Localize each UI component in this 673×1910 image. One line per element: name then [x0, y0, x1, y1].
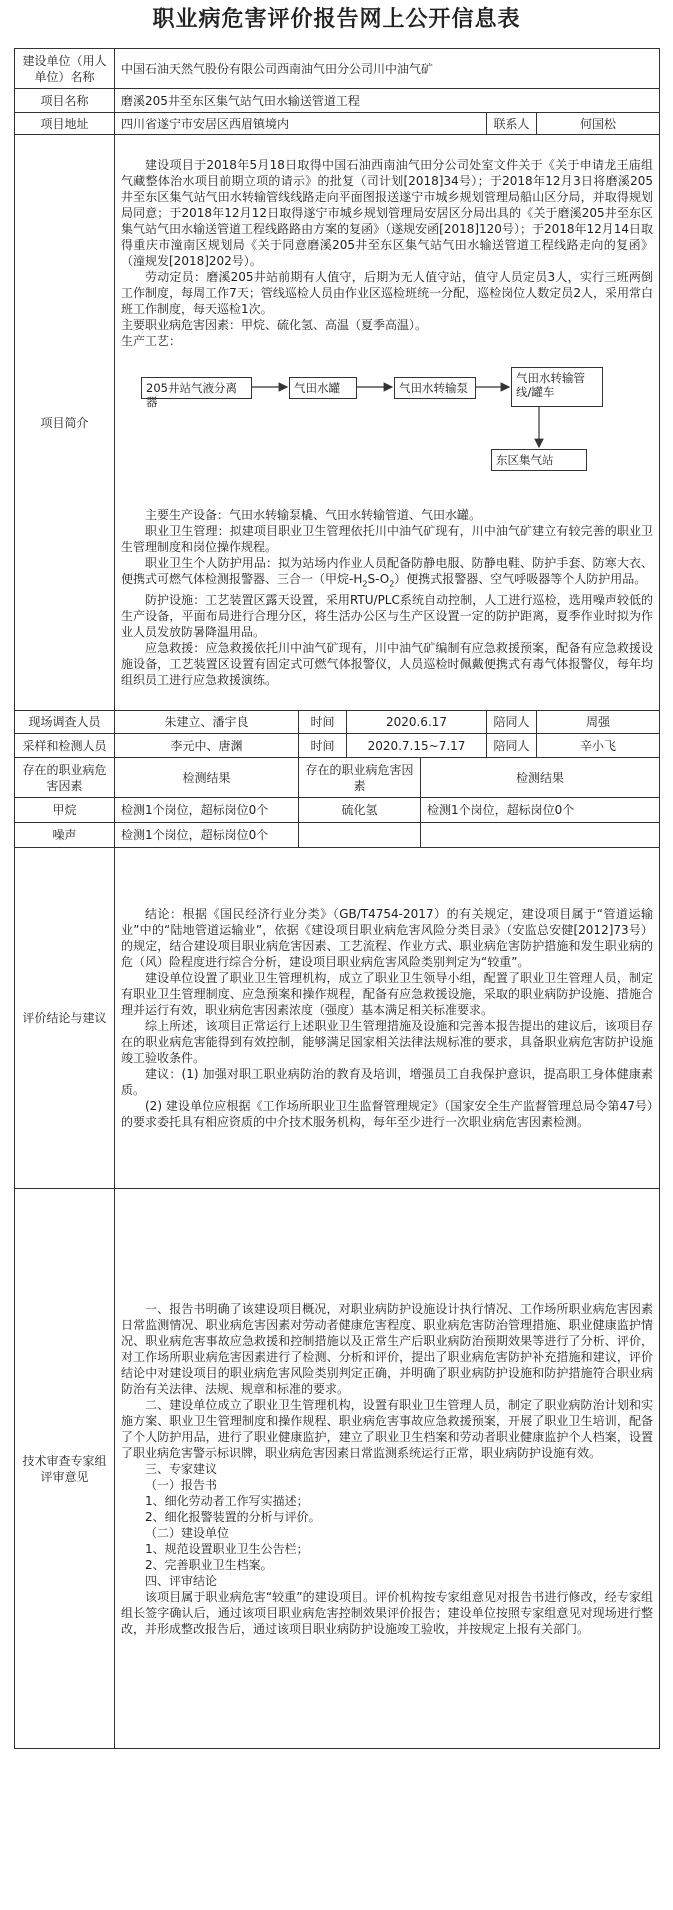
expert-conclusion: 该项目属于职业病危害“较重”的建设项目。评价机构按专家组意见对报告书进行修改，经专家组组长签字确认后，通过该项目职业病危害控制效果评价报告；建设单位按照专家组意见对现场进行整改，并形成整改报告后，通过该项目职业病防护设施竣工验收，并按规定上报有关部门。	[121, 1589, 654, 1636]
expert-opinion-1: 一、报告书明确了该建设项目概况，对职业病防护设施设计执行情况、工作场所职业病危害因素日常监测情况、职业病危害因素对劳动者健康危害程度、职业病危害防治管理措施、职业健康监护情况、职业病危害事故应急救援和控制措施以及正常生产后职业病防治预期效果等进行了分析、评价，对工作场所职业病危害因素进行了检测、分析和评价，提出了职业病危害防护补充措施和建议，评价结论中对建设项目的职业病危害风险类别判定正确，并明确了职业病防护设施和防护措施符合职业病防治有关法律、法规、规章和标准的要求。	[121, 1301, 654, 1396]
flow-box-separator: 205井站气液分离器	[141, 377, 252, 399]
unit-value: 中国石油天然气股份有限公司西南油气田分公司川中油气矿	[115, 49, 660, 89]
expert-content	[115, 1189, 660, 1749]
flow-box-water-tank: 气田水罐	[289, 377, 357, 399]
hazard-result: 检测1个岗位，超标岗位0个	[115, 823, 299, 848]
evaluation-suggestion-2: (2) 建设单位应根据《工作场所职业卫生监督管理规定》（国家安全生产监督管理总局令第47号）的要求委托具有相应资质的中介技术服务机构，每年至少进行一次职业病危害因素检测。	[121, 1099, 654, 1129]
sampling-acc-label: 陪同人	[487, 734, 537, 758]
unit-label: 建设单位（用人单位）名称	[15, 49, 115, 89]
survey-row	[15, 711, 660, 734]
expert-suggestions-heading: 三、专家建议	[145, 1461, 218, 1476]
sampling-label: 采样和检测人员	[15, 734, 115, 758]
evaluation-summary: 综上所述，该项目正常运行上述职业卫生管理措施及设施和完善本报告提出的建议后，该项目存在的职业病危害能得到有效控制，能够满足国家相关法律法规标准的要求，具备职业病危害防护设施竣工验收条件。	[121, 1019, 654, 1065]
sampling-acc: 辛小飞	[537, 734, 660, 758]
evaluation-conclusion: 结论：根据《国民经济行业分类》（GB/T4754-2017）的有关规定，建设项目属于“管道运输业”中的“陆地管道运输业”，依据《建设项目职业病危害风险分类目录》（安监总安健[2012]73号）的规定，结合建设项目职业病危害因素、工艺流程、作业方式、职业病危害防护措施和发生职业病的危（风）险程度进行综合分析，建设项目职业病危害风险类别判定为“较重”。	[121, 907, 654, 969]
evaluation-suggestion-1: 建议：(1) 加强对职工职业病防治的教育及培训，增强员工自我保护意识，提高职工身体健康素质。	[121, 1067, 654, 1097]
hazard-result-header-2: 检测结果	[421, 758, 660, 798]
project-row	[15, 89, 660, 113]
expert-conclusion-heading: 四、评审结论	[145, 1573, 218, 1588]
contact-value: 何国松	[537, 113, 660, 135]
intro-label: 项目简介	[15, 135, 115, 711]
hazard-factor: 硫化氢	[299, 798, 421, 823]
flow-box-pipeline: 气田水转输管线/罐车	[511, 367, 603, 407]
evaluation-label: 评价结论与建议	[15, 848, 115, 1189]
survey-persons: 朱建立、潘宇良	[115, 711, 299, 734]
address-label: 项目地址	[15, 113, 115, 135]
page-title: 职业病危害评价报告网上公开信息表	[152, 7, 521, 32]
expert-report-heading: （一）报告书	[145, 1477, 218, 1492]
expert-row	[15, 1189, 660, 1749]
expert-item: 2、完善职业卫生档案。	[145, 1557, 273, 1572]
intro-row	[15, 135, 660, 711]
intro-hazards: 主要职业病危害因素：甲烷、硫化氢、高温（夏季高温）。	[121, 317, 428, 332]
survey-acc: 周强	[537, 711, 660, 734]
project-value: 磨溪205井至东区集气站气田水输送管道工程	[115, 89, 660, 113]
hazard-factor: 甲烷	[15, 798, 115, 823]
hazard-result: 检测1个岗位，超标岗位0个	[421, 798, 660, 823]
survey-time-label: 时间	[299, 711, 347, 734]
expert-opinion-2: 二、建设单位成立了职业卫生管理机构，设置有职业卫生管理人员，制定了职业病防治计划和实施方案、职业卫生管理制度和操作规程、职业病危害事故应急救援预案，开展了职业卫生培训，配备了个人防护用品，进行了职业健康监护，建立了职业卫生档案和劳动者职业健康监护个人档案，设置了职业病危害警示标识牌，职业病危害因素日常监测系统运行正常，职业病防护设施有效。	[121, 1397, 654, 1460]
hazard-result	[421, 823, 660, 848]
hazard-factor-header: 存在的职业病危害因素	[15, 758, 115, 798]
hazard-row	[15, 798, 660, 823]
expert-label: 技术审查专家组评审意见	[15, 1189, 115, 1749]
expert-item: 2、细化报警装置的分析与评价。	[145, 1509, 321, 1524]
sampling-time: 2020.7.15~7.17	[347, 734, 487, 758]
evaluation-management: 建设单位设置了职业卫生管理机构，成立了职业卫生领导小组，配置了职业卫生管理人员，制定有职业卫生管理制度、应急预案和操作规程，配备有应急救援设施，采取的职业病防护设施、措施合理并运行有效，职业病危害因素浓度（强度）基本满足相关标准要求。	[121, 971, 654, 1017]
info-table	[14, 48, 660, 1749]
intro-equipment: 主要生产设备：气田水转输泵橇、气田水转输管道、气田水罐。	[145, 507, 482, 522]
expert-item: 1、规范设置职业卫生公告栏；	[145, 1541, 309, 1556]
process-flow-diagram	[129, 357, 653, 499]
intro-staffing: 劳动定员：磨溪205井站前期有人值守，后期为无人值守站，值守人员定员3人，实行三班两倒工作制度，每周工作7天；管线巡检人员由作业区巡检班统一分配，巡检岗位人数定员2人，采用常白班工作制度，每天巡检1次。	[121, 269, 654, 316]
intro-protection: 防护设施：工艺装置区露天设置，采用RTU/PLC系统自动控制，人工进行巡检，选用噪声较低的生产设备，平面布局进行合理分区，将生活办公区与生产区设置一定的防护距离，夏季作业时拟为作业人员发放防暑降温用品。	[121, 593, 654, 640]
address-row	[15, 113, 660, 135]
survey-acc-label: 陪同人	[487, 711, 537, 734]
hazard-row	[15, 823, 660, 848]
sampling-time-label: 时间	[299, 734, 347, 758]
intro-content	[115, 135, 660, 711]
address-value: 四川省遂宁市安居区西眉镇境内	[115, 113, 487, 135]
evaluation-content	[115, 848, 660, 1189]
sampling-row	[15, 734, 660, 758]
hazard-header-row	[15, 758, 660, 798]
hazard-result: 检测1个岗位，超标岗位0个	[115, 798, 299, 823]
contact-label: 联系人	[487, 113, 537, 135]
intro-emergency: 应急救援：应急救援依托川中油气矿现有，川中油气矿编制有应急救援预案，配备有应急救援设施设备，工艺装置区设置有固定式可燃气体报警仪，人员巡检时佩戴便携式有毒气体报警仪，每年均组织员工进行应急救援演练。	[121, 641, 654, 688]
intro-management: 职业卫生管理：拟建项目职业卫生管理依托川中油气矿现有，川中油气矿建立有较完善的职业卫生管理制度和岗位操作规程。	[121, 523, 654, 554]
expert-item: 1、细化劳动者工作写实描述；	[145, 1493, 309, 1508]
expert-unit-heading: （二）建设单位	[145, 1525, 230, 1540]
evaluation-row	[15, 848, 660, 1189]
intro-ppe: 职业卫生个人防护用品：拟为站场内作业人员配备防静电服、防静电鞋、防护手套、防寒大衣、便携式可燃气体检测报警器、三合一（甲烷$-H_2S-O_2$）便携式报警器、空气呼吸器等个人防护用品。	[121, 555, 654, 589]
flow-box-gas-station: 东区集气站	[491, 449, 587, 471]
hazard-factor	[299, 823, 421, 848]
hazard-factor: 噪声	[15, 823, 115, 848]
project-label: 项目名称	[15, 89, 115, 113]
unit-row	[15, 49, 660, 89]
survey-label: 现场调查人员	[15, 711, 115, 734]
intro-approvals: 建设项目于2018年5月18日取得中国石油西南油气田分公司处室文件关于《关于申请龙王庙组气藏整体治水项目前期立项的请示》的批复（司计划[2018]34号）；于2018年12月3日将磨溪205井至东区集气站气田水转输管线线路走向平面图报送遂宁市城乡规划管理局船山区分局，并取得规划局同意；于2018年12月12日取得遂宁市城乡规划管理局安居区分局出具的《关于磨溪205井至东区集气站气田水输送管道工程线路路由方案的复函》（遂规安函[2018]120号）；于2018年12月14日取得重庆市潼南区规划局《关于同意磨溪205井至东区集气站气田水输送管道工程线路走向的复函》（潼规发[2018]202号）。	[121, 157, 654, 268]
intro-process-heading: 生产工艺：	[121, 333, 182, 348]
sampling-persons: 李元中、唐渊	[115, 734, 299, 758]
survey-time: 2020.6.17	[347, 711, 487, 734]
hazard-factor-header-2: 存在的职业病危害因素	[299, 758, 421, 798]
flow-box-pump: 气田水转输泵	[394, 377, 476, 399]
hazard-result-header: 检测结果	[115, 758, 299, 798]
